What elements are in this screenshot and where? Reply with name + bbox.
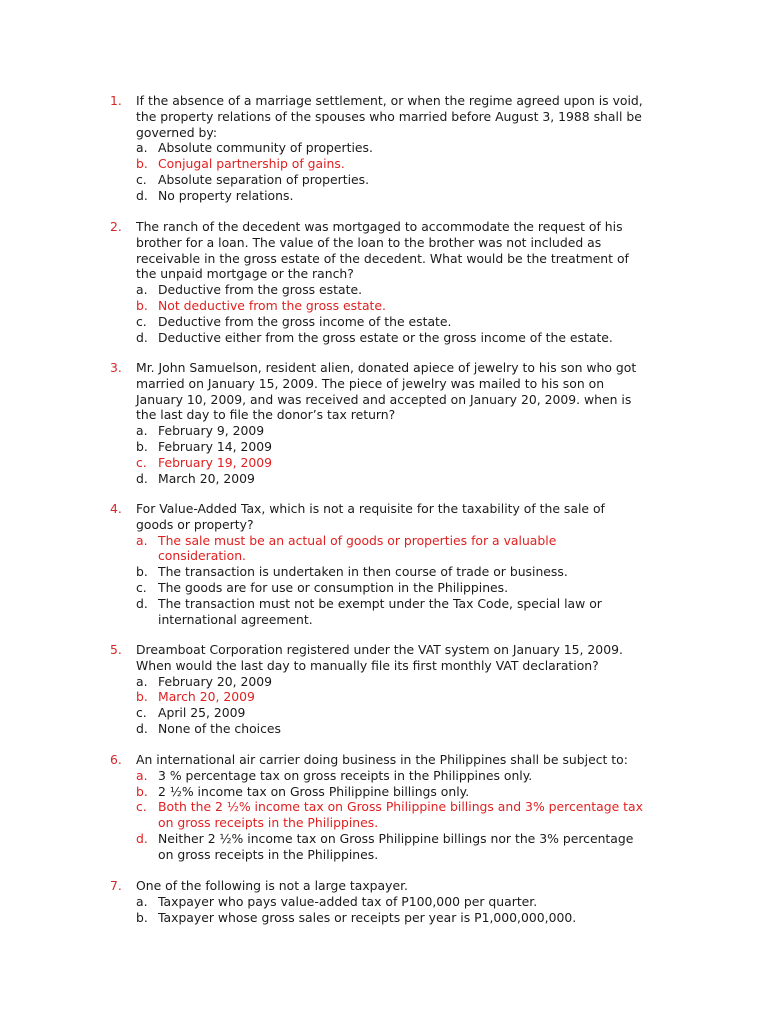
question-1: [110, 93, 670, 204]
question-line: married on January 15, 2009. The piece of jewelry was mailed to his son on: [136, 375, 605, 391]
choice-c: c. Deductive from the gross income of the estate.: [136, 313, 452, 329]
choice-a: a. February 20, 2009: [136, 673, 273, 689]
choice-a: a. Taxpayer who pays value-added tax of P100,000 per quarter.: [136, 893, 538, 909]
choice-b: b. The transaction is undertaken in then course of trade or business.: [136, 564, 568, 580]
choice-d: d. The transaction must not be exempt under the Tax Code, special law or international agreement.: [136, 595, 602, 627]
choice-c: c. The goods are for use or consumption in the Philippines.: [136, 579, 509, 595]
question-text: [136, 360, 670, 423]
question-line: An international air carrier doing business in the Philippines shall be subject to:: [136, 752, 628, 767]
choice-a-correct: a. The sale must be an actual of goods or properties for a valuable consideration.: [136, 532, 557, 564]
choice-d: d. Deductive either from the gross estate or the gross income of the estate.: [136, 329, 613, 345]
choice-a: a. 3 % percentage tax on gross receipts in the Philippines only.: [136, 767, 533, 783]
choice-a: a. February 9, 2009: [136, 423, 265, 439]
question-line: governed by:: [136, 124, 218, 140]
choice-a: a. Deductive from the gross estate.: [136, 282, 363, 298]
question-line: One of the following is not a large taxpayer.: [136, 878, 408, 893]
choice-b: b. Taxpayer whose gross sales or receipts per year is P1,000,000,000.: [136, 909, 577, 925]
question-line: For Value-Added Tax, which is not a requisite for the taxability of the sale of: [136, 501, 605, 516]
question-line: Dreamboat Corporation registered under the VAT system on January 15, 2009.: [136, 642, 623, 657]
choice-c: c. Absolute separation of properties.: [136, 171, 370, 187]
choice-d: d. Neither 2 ½% income tax on Gross Philippine billings nor the 3% percentage on gross receipts in the Philippines.: [136, 830, 634, 862]
question-line: brother for a loan. The value of the loan to the brother was not included as: [136, 234, 602, 250]
question-text: [136, 752, 670, 768]
choice-b-correct: b. Conjugal partnership of gains.: [136, 156, 345, 172]
question-line: the last day to file the donor’s tax return?: [136, 407, 396, 423]
question-text: [136, 93, 670, 140]
question-number: 6.: [110, 752, 122, 767]
choice-b: b. 2 ½% income tax on Gross Philippine billings only.: [136, 783, 470, 799]
choice-d: d. None of the choices: [136, 720, 281, 736]
question-line: January 10, 2009, and was received and accepted on January 20, 2009. when is: [136, 391, 632, 407]
choice-c-correct: c. Both the 2 ½% income tax on Gross Philippine billings and 3% percentage tax on gross receipts in the Philippines.: [136, 799, 643, 831]
question-4: [110, 501, 670, 627]
question-line: When would the last day to manually file its first monthly VAT declaration?: [136, 657, 599, 673]
question-3: [110, 360, 670, 486]
question-line: If the absence of a marriage settlement, or when the regime agreed upon is void,: [136, 93, 643, 108]
question-line: the property relations of the spouses who married before August 3, 1988 shall be: [136, 108, 642, 124]
question-text: [136, 642, 670, 674]
question-number: 1.: [110, 93, 122, 108]
question-number: 4.: [110, 501, 122, 516]
question-2: [110, 219, 670, 345]
choice-b: b. February 14, 2009: [136, 438, 273, 454]
choice-b-correct: b. Not deductive from the gross estate.: [136, 297, 386, 313]
question-number: 2.: [110, 219, 122, 234]
question-line: receivable in the gross estate of the decedent. What would be the treatment of: [136, 250, 629, 266]
choice-d: d. March 20, 2009: [136, 470, 255, 486]
choice-b-correct: b. March 20, 2009: [136, 689, 255, 705]
question-line: the unpaid mortgage or the ranch?: [136, 266, 354, 282]
question-line: Mr. John Samuelson, resident alien, donated apiece of jewelry to his son who got: [136, 360, 637, 375]
question-line: The ranch of the decedent was mortgaged to accommodate the request of his: [136, 219, 623, 234]
choice-d: d. No property relations.: [136, 187, 294, 203]
question-number: 7.: [110, 878, 122, 893]
choice-a: a. Absolute community of properties.: [136, 140, 373, 156]
choice-c: c. April 25, 2009: [136, 705, 246, 721]
question-text: [136, 878, 670, 894]
question-number: 5.: [110, 642, 122, 657]
question-text: [136, 219, 670, 282]
question-number: 3.: [110, 360, 122, 375]
question-7: [110, 878, 670, 925]
question-5: [110, 642, 670, 737]
choice-c-correct: c. February 19, 2009: [136, 454, 273, 470]
question-6: [110, 752, 670, 863]
question-text: [136, 501, 670, 533]
question-line: goods or property?: [136, 516, 254, 532]
